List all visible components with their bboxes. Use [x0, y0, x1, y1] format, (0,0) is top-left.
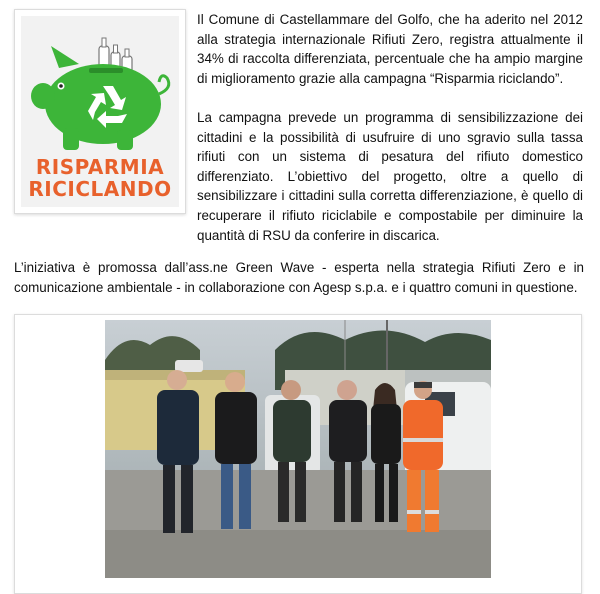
paragraph-initiative: L’iniziativa è promossa dall’ass.ne Green Wave - esperta nella strategia Rifiuti Zero e in comunicazione ambientale - in collaborazione con Agesp s.p.a. e i quattro comuni in questione. [14, 260, 584, 295]
risparmia-riciclando-logo [21, 16, 179, 207]
logo-text-line2: RICICLANDO [28, 177, 172, 201]
group-photo [105, 320, 491, 578]
group-photo-illustration [105, 320, 491, 578]
logo-frame [14, 9, 186, 214]
logo-text-line1: RISPARMIA [35, 155, 165, 179]
photo-frame [14, 314, 582, 594]
paragraph-campaign: La campagna prevede un programma di sensibilizzazione dei cittadini e la possibilità di usufruire di uno sgravio sulla tassa rifiuti con un sistema di pesatura del rifiuto domestico differenziato. L’obiettivo del progetto, oltre a quello di sensibilizzare i cittadini sulla corretta differenziazione, è quello di recuperare il rifiuto riciclabile e compostabile per diminuire la quantità di RSU da conferire in discarica. [197, 110, 583, 243]
recycle-piggy-bank-icon [21, 16, 179, 156]
paragraph-intro: Il Comune di Castellammare del Golfo, che ha aderito nel 2012 alla strategia internazionale Rifiuti Zero, registra attualmente il 34% di raccolta differenziata, percentuale che ha ampio margine di miglioramento grazie alla campagna “Risparmia riciclando”. [197, 12, 583, 86]
